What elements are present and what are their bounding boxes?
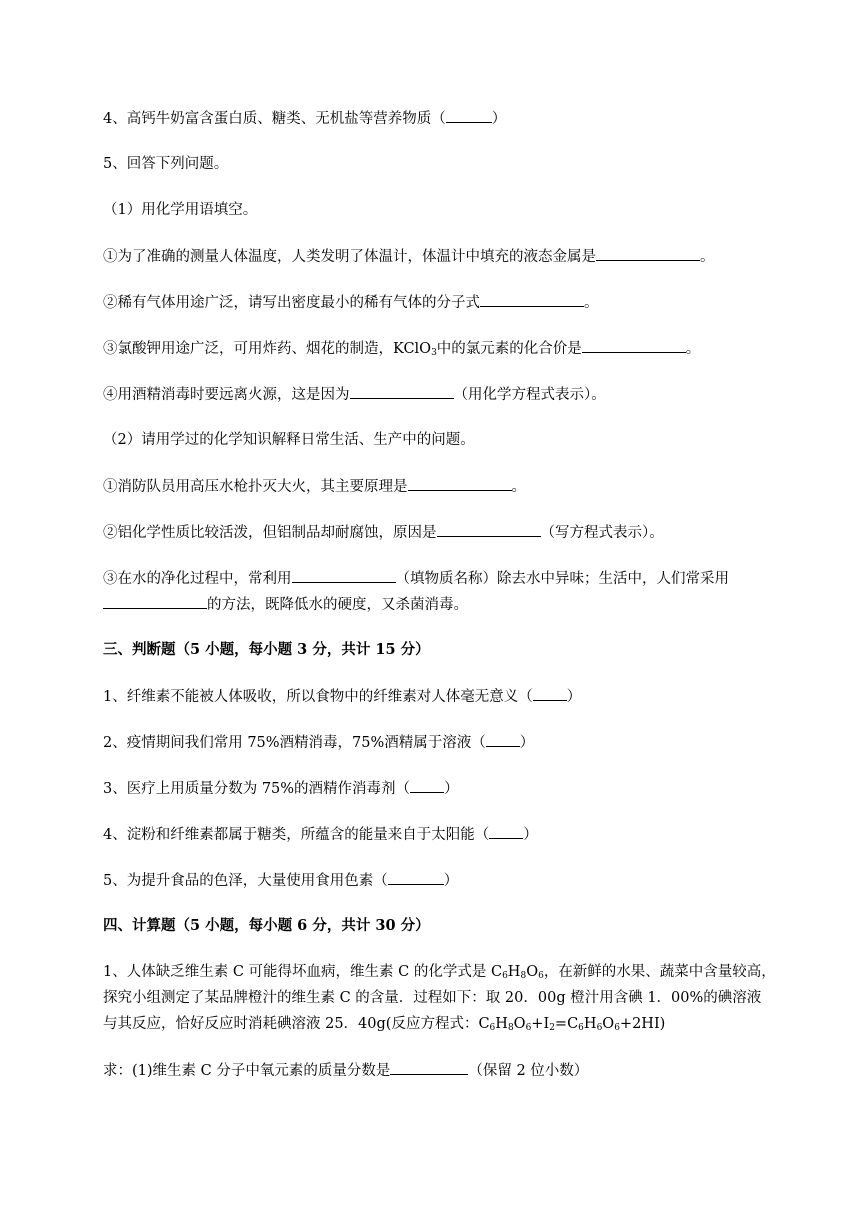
fill-item-1-4: ④用酒精消毒时要远离火源，这是因为 （用化学方程式表示）。 xyxy=(103,384,783,405)
answer-blank[interactable] xyxy=(480,292,584,307)
answer-blank[interactable] xyxy=(410,778,444,793)
answer-blank[interactable] xyxy=(489,824,523,839)
question-5-title: 5、回答下列问题。 xyxy=(103,156,229,172)
fill-item-1-1: ①为了准确的测量人体温度，人类发明了体温计，体温计中填充的液态金属是 。 xyxy=(103,246,783,267)
answer-blank[interactable] xyxy=(437,522,541,537)
subquestion-2-title: （2）请用学过的化学知识解释日常生活、生产中的问题。 xyxy=(103,432,475,448)
calc-question-1-ask: 求：(1)维生素 C 分子中氧元素的质量分数是 （保留 2 位小数） xyxy=(103,1060,783,1081)
fill-item-2-1: ①消防队员用高压水枪扑灭大火，其主要原理是 。 xyxy=(103,476,783,497)
calc-question-1-line1: 1、人体缺乏维生素 C 可能得坏血病，维生素 C 的化学式是 $C_6H_8O_6$，在新鲜的水果、蔬菜中含量较高， xyxy=(103,964,776,981)
section-4-heading: 四、计算题（5 小题，每小题 6 分，共计 30 分） xyxy=(103,917,430,934)
judge-item-2: 2、疫情期间我们常用 75%酒精消毒，75%酒精属于溶液（ ） xyxy=(103,732,783,753)
answer-blank[interactable] xyxy=(292,568,396,583)
answer-blank[interactable] xyxy=(582,338,686,353)
calc-question-1-line3: 与其反应，恰好反应时消耗碘溶液 25．40g(反应方程式：$C_6H_8O_6+I_2=C_6H_6O_6+2HI$) xyxy=(103,1016,666,1033)
answer-blank[interactable] xyxy=(446,108,492,123)
fill-item-1-3: ③氯酸钾用途广泛，可用炸药、烟花的制造，KClO$_3$中的氯元素的化合价是 。 xyxy=(103,338,783,359)
fill-item-2-3-line2: 的方法，既降低水的硬度，又杀菌消毒。 xyxy=(103,594,783,615)
answer-blank[interactable] xyxy=(388,870,444,885)
subquestion-1-title: （1）用化学用语填空。 xyxy=(103,202,258,218)
answer-blank[interactable] xyxy=(486,732,520,747)
calc-question-1-line2: 探究小组测定了某品牌橙汁的维生素 C 的含量．过程如下：取 20．00g 橙汁用含碘 1．00%的碘溶液 xyxy=(103,990,762,1006)
answer-blank[interactable] xyxy=(533,686,567,701)
answer-blank[interactable] xyxy=(350,384,454,399)
fill-item-1-2: ②稀有气体用途广泛，请写出密度最小的稀有气体的分子式 。 xyxy=(103,292,783,313)
judge-item-4-milk: 4、高钙牛奶富含蛋白质、糖类、无机盐等营养物质（ ） xyxy=(103,108,783,129)
answer-blank[interactable] xyxy=(408,476,512,491)
fill-item-2-3-line1: ③在水的净化过程中，常利用 （填物质名称）除去水中异味；生活中，人们常采用 xyxy=(103,568,783,589)
answer-blank[interactable] xyxy=(103,594,207,609)
judge-item-3: 3、医疗上用质量分数为 75%的酒精作消毒剂（ ） xyxy=(103,778,783,799)
answer-blank[interactable] xyxy=(596,246,700,261)
fill-item-2-2: ②铝化学性质比较活泼，但铝制品却耐腐蚀，原因是 （写方程式表示）。 xyxy=(103,522,783,543)
judge-item-1: 1、纤维素不能被人体吸收，所以食物中的纤维素对人体毫无意义（ ） xyxy=(103,686,783,707)
answer-blank[interactable] xyxy=(390,1060,468,1075)
judge-item-4: 4、淀粉和纤维素都属于糖类，所蕴含的能量来自于太阳能（ ） xyxy=(103,824,783,845)
section-3-heading: 三、判断题（5 小题，每小题 3 分，共计 15 分） xyxy=(103,641,430,658)
judge-item-5: 5、为提升食品的色泽，大量使用食用色素（ ） xyxy=(103,870,783,891)
